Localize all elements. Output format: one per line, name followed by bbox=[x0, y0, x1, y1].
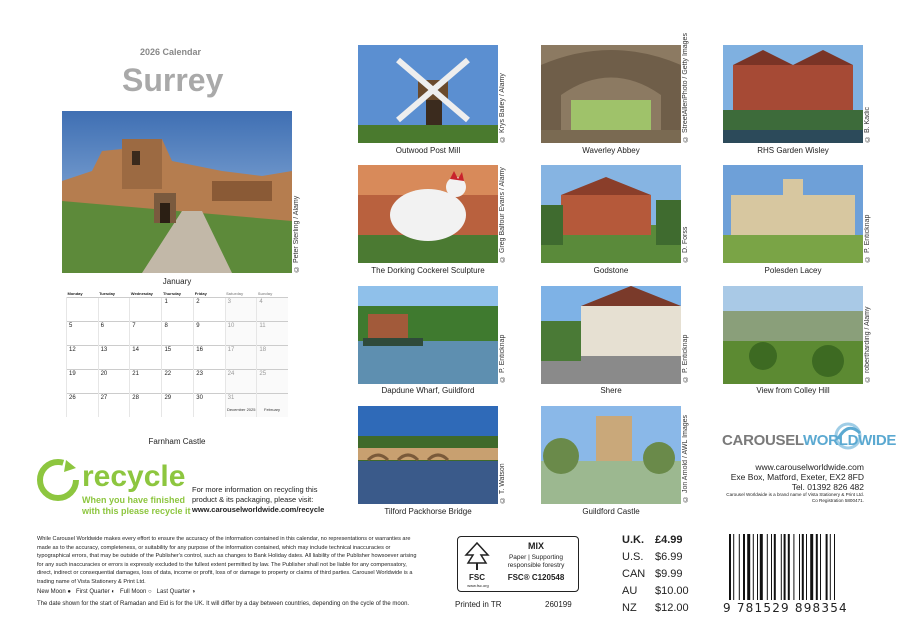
main-photo-credit: © Peter Sterling / Alamy bbox=[293, 195, 300, 272]
thumb-credit: © robertharding / Alamy bbox=[864, 306, 871, 382]
recycle-url: www.carouselworldwide.com/recycle bbox=[192, 505, 325, 514]
moon-label-last: Last Quarter bbox=[156, 589, 190, 595]
thumb-credit: © P. Enticknap bbox=[864, 214, 871, 262]
day-cell: 6 bbox=[98, 322, 130, 346]
calendar-year-label: 2026 Calendar bbox=[140, 47, 202, 57]
day-cell: 15 bbox=[162, 346, 194, 370]
thumb-credit: © StreetAllenPhoto / Getty Images bbox=[682, 33, 689, 142]
thumb-credit: © D. Forss bbox=[682, 226, 689, 262]
last-quarter-icon: ◑ bbox=[191, 589, 196, 595]
price-row bbox=[622, 532, 689, 549]
fsc-label bbox=[457, 536, 579, 592]
price-row bbox=[622, 566, 689, 583]
disclaimer-text: While Carousel Worldwide makes every effort to ensure the accuracy of the information contained in this calendar, no representations or warranties are made as to the accuracy, completeness, or suitability for any purpose of the information contained, which may include technical inaccuracies or typographical errors, that may be outside of the Publisher's control, such as changes to Bank Holiday dates. All liability of the Publisher howsoever arising for any such inaccuracies or errors is expressly excluded to the fullest extent permitted by law. The Publisher shall not be liable for any compensatory, direct, indirect or consequential damages, loss of data, income or profit, loss of or damage to property or claims of third parties. Carousel Worldwide is a trading name of Vista Stationery & Print Ltd. bbox=[37, 536, 417, 585]
publisher-address bbox=[722, 462, 864, 492]
recycle-info-line: For more information on recycling this bbox=[192, 485, 318, 494]
day-cell: 1 bbox=[162, 298, 194, 322]
calendar-title: Surrey bbox=[122, 62, 224, 98]
thumb-credit: © B. Kadic bbox=[864, 106, 871, 142]
price-row bbox=[622, 583, 689, 600]
day-cell bbox=[67, 298, 99, 322]
thumb-colley-hill bbox=[723, 286, 863, 384]
publisher-street: Exe Box, Matford, Exeter, EX2 8FD bbox=[730, 472, 864, 482]
thumb-caption: Shere bbox=[600, 386, 622, 395]
day-cell: 23 bbox=[194, 370, 225, 394]
thumb-caption: Polesden Lacey bbox=[764, 266, 822, 275]
weekday-header: Tuesday bbox=[99, 290, 116, 296]
day-cell: 28 bbox=[130, 394, 162, 418]
day-cell: 10 bbox=[225, 322, 257, 346]
recycle-subtext-line: with this please recycle it bbox=[82, 506, 191, 516]
barcode-bar bbox=[757, 534, 758, 600]
barcode-bar bbox=[733, 534, 734, 600]
thumb-caption: The Dorking Cockerel Sculpture bbox=[371, 266, 485, 275]
day-cell: 4 bbox=[257, 298, 288, 322]
price-country: AU bbox=[622, 585, 638, 597]
thumb-caption: Guildford Castle bbox=[582, 507, 640, 516]
price-value: $12.00 bbox=[655, 602, 689, 614]
barcode-bar bbox=[806, 534, 807, 600]
barcode-bar bbox=[830, 534, 831, 600]
moon-legend bbox=[37, 589, 195, 595]
thumb-godstone bbox=[541, 165, 681, 263]
fsc-site: www.fsc.org bbox=[467, 583, 489, 588]
day-cell: 16 bbox=[194, 346, 225, 370]
day-cell: 26 bbox=[67, 394, 99, 418]
printed-in: Printed in TR bbox=[455, 600, 502, 609]
barcode-bar bbox=[739, 534, 740, 600]
main-photo-farnham-castle bbox=[62, 111, 292, 273]
full-moon-icon: ○ bbox=[148, 589, 152, 595]
weekday-header: Sunday bbox=[257, 290, 273, 296]
day-cell: 29 bbox=[162, 394, 194, 418]
calendar-month-name: January bbox=[162, 277, 192, 286]
thumb-dapdune-wharf bbox=[358, 286, 498, 384]
recycle-info-line: product & its packaging, please visit: bbox=[192, 495, 314, 504]
recycle-subtext-line: When you have finished bbox=[82, 495, 186, 505]
day-cell: 21 bbox=[130, 370, 162, 394]
barcode-bar bbox=[743, 534, 745, 600]
moon-label-new: New Moon bbox=[37, 589, 66, 595]
day-cell: 2 bbox=[194, 298, 225, 322]
thumb-credit: © Greg Balfour Evans / Alamy bbox=[499, 167, 506, 262]
day-cell: 25 bbox=[257, 370, 288, 394]
thumb-caption: Tilford Packhorse Bridge bbox=[384, 507, 472, 516]
barcode-bar bbox=[826, 534, 828, 600]
day-cell bbox=[257, 394, 288, 418]
thumb-credit: © P. Enticknap bbox=[682, 334, 689, 382]
barcode-bar bbox=[799, 534, 800, 600]
thumb-guildford-castle bbox=[541, 406, 681, 504]
recycle-info bbox=[192, 485, 324, 515]
day-cell: 14 bbox=[130, 346, 162, 370]
price-country: U.S. bbox=[622, 551, 644, 563]
price-value: $10.00 bbox=[655, 585, 689, 597]
isbn-number: 9 781529 898354 bbox=[723, 601, 848, 615]
brand-part-b: WORLDWIDE bbox=[802, 432, 897, 449]
price-value: $9.99 bbox=[655, 568, 683, 580]
fsc-mix: MIX bbox=[527, 541, 544, 551]
weekday-header: Monday bbox=[67, 290, 83, 296]
barcode-bar bbox=[767, 534, 768, 600]
thumb-caption: Outwood Post Mill bbox=[395, 146, 461, 155]
weekday-header: Friday bbox=[194, 290, 207, 296]
thumb-credit: © T. Watson bbox=[499, 463, 506, 503]
barcode-bar bbox=[774, 534, 776, 600]
price-country: CAN bbox=[622, 568, 646, 580]
fsc-line: Paper | Supporting bbox=[508, 554, 564, 561]
brand-part-a: CAROUSEL bbox=[722, 432, 803, 449]
thumb-caption: Waverley Abbey bbox=[582, 146, 640, 155]
day-cell: 9 bbox=[194, 322, 225, 346]
first-quarter-icon: ◐ bbox=[111, 589, 115, 595]
barcode-bar bbox=[747, 534, 750, 600]
day-cell: 20 bbox=[98, 370, 130, 394]
thumb-rhs-garden-wisley bbox=[723, 45, 863, 143]
day-cell: 27 bbox=[98, 394, 130, 418]
price-list bbox=[622, 532, 689, 617]
publisher-legal-line: Co Registration 5800471. bbox=[811, 498, 864, 503]
ramadan-note: The date shown for the start of Ramadan and Eid is for the UK. It will differ by a day between countries, depending on the cycle of the moon. bbox=[37, 601, 410, 607]
price-value: $6.99 bbox=[655, 551, 683, 563]
price-value: £4.99 bbox=[655, 534, 683, 546]
day-cell: 3 bbox=[225, 298, 257, 322]
publisher-tel: Tel. 01392 826 482 bbox=[791, 482, 864, 492]
thumb-waverley-abbey bbox=[541, 45, 681, 143]
price-country: NZ bbox=[622, 602, 637, 614]
barcode-bar bbox=[793, 534, 794, 600]
barcode-bar bbox=[802, 534, 804, 600]
day-cell: 22 bbox=[162, 370, 194, 394]
new-moon-icon: ● bbox=[67, 589, 71, 595]
day-cell: 18 bbox=[257, 346, 288, 370]
thumb-tilford-bridge bbox=[358, 406, 498, 504]
day-cell: 11 bbox=[257, 322, 288, 346]
day-cell: 7 bbox=[130, 322, 162, 346]
barcode-bar bbox=[729, 534, 731, 600]
barcode bbox=[727, 534, 862, 600]
fsc-code: FSC® C120548 bbox=[507, 573, 565, 582]
publisher-legal bbox=[708, 492, 864, 504]
day-cell bbox=[98, 298, 130, 322]
recycle-subtext bbox=[82, 495, 191, 517]
publisher-website: www.carouselworldwide.com bbox=[755, 462, 864, 472]
thumb-polesden-lacey bbox=[723, 165, 863, 263]
product-code: 260199 bbox=[545, 600, 572, 609]
recycle-word: recycle bbox=[82, 460, 186, 493]
price-row bbox=[622, 600, 689, 617]
barcode-bar bbox=[771, 534, 772, 600]
thumb-dorking-cockerel bbox=[358, 165, 498, 263]
day-cell: 8 bbox=[162, 322, 194, 346]
thumb-credit: © P. Enticknap bbox=[499, 334, 506, 382]
publisher-logo bbox=[722, 432, 896, 449]
day-cell: 19 bbox=[67, 370, 99, 394]
thumb-caption: Dapdune Wharf, Guildford bbox=[381, 386, 475, 395]
mini-calendar-next: February bbox=[264, 407, 281, 412]
day-cell: 31 bbox=[225, 394, 257, 418]
day-cell: 13 bbox=[98, 346, 130, 370]
barcode-bar bbox=[760, 534, 763, 600]
day-cell: 17 bbox=[225, 346, 257, 370]
thumb-shere bbox=[541, 286, 681, 384]
moon-label-first: First Quarter bbox=[76, 589, 110, 595]
publisher-legal-line: Carousel Worldwide is a brand name of Vista Stationery & Print Ltd. bbox=[726, 492, 864, 497]
recycle-icon bbox=[36, 458, 80, 507]
mini-calendar-prev: December 2025 bbox=[227, 407, 256, 412]
day-cell bbox=[130, 298, 162, 322]
weekday-header: Wednesday bbox=[130, 290, 153, 296]
thumb-credit: © Krys Bailey / Alamy bbox=[499, 73, 506, 142]
barcode-bar bbox=[781, 534, 782, 600]
main-photo-caption: Farnham Castle bbox=[148, 437, 206, 446]
thumb-credit: © Jon Arnold / AWL Images bbox=[682, 414, 689, 502]
day-cell: 12 bbox=[67, 346, 99, 370]
weekday-header: Saturday bbox=[226, 290, 244, 296]
thumb-caption: Godstone bbox=[593, 266, 629, 275]
barcode-bar bbox=[753, 534, 754, 600]
moon-label-full: Full Moon bbox=[119, 589, 147, 595]
barcode-bar bbox=[788, 534, 790, 600]
barcode-bar bbox=[816, 534, 818, 600]
thumb-outwood-post-mill bbox=[358, 45, 498, 143]
barcode-bar bbox=[784, 534, 786, 600]
calendar-month-grid bbox=[62, 277, 292, 434]
price-country: U.K. bbox=[622, 534, 644, 546]
barcode-bar bbox=[834, 534, 835, 600]
thumb-caption: RHS Garden Wisley bbox=[757, 146, 829, 155]
day-cell: 24 bbox=[225, 370, 257, 394]
fsc-tree-icon bbox=[464, 541, 490, 576]
day-cell: 30 bbox=[194, 394, 225, 418]
barcode-bar bbox=[820, 534, 821, 600]
barcode-bar bbox=[810, 534, 813, 600]
fsc-line: responsible forestry bbox=[507, 562, 565, 569]
day-cell: 5 bbox=[67, 322, 99, 346]
price-row bbox=[622, 549, 689, 566]
weekday-header: Thursday bbox=[162, 290, 181, 296]
thumb-caption: View from Colley Hill bbox=[756, 386, 830, 395]
fsc-logo-text: FSC bbox=[469, 573, 485, 582]
calendar-table bbox=[66, 289, 288, 417]
